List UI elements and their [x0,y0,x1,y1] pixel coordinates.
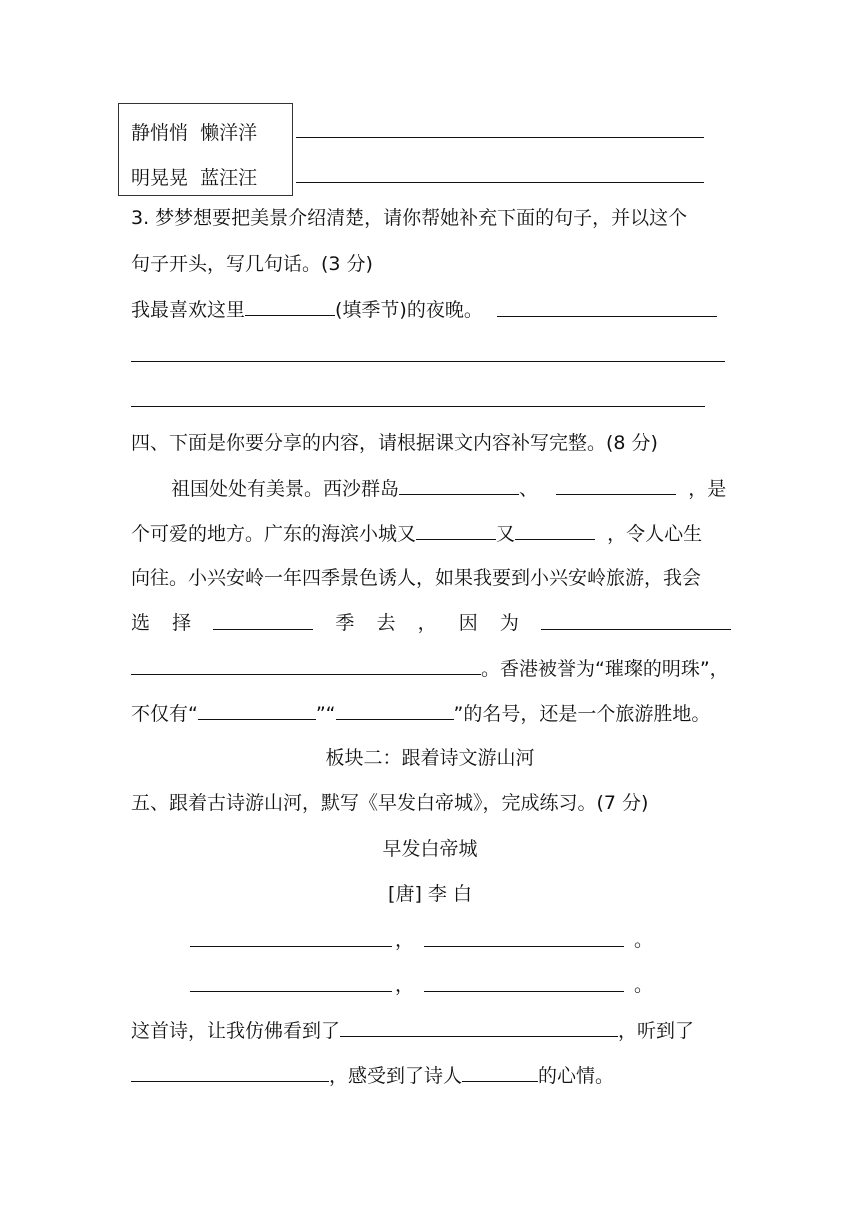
q4-line-3: 向往。小兴安岭一年四季景色诱人，如果我要到小兴安岭旅游，我会 [131,567,702,589]
hongkong-name-blank-2[interactable] [336,701,454,720]
q4-line-6 [131,701,710,726]
poem-period-2: 。 [634,974,654,996]
q4-line-5 [131,656,729,681]
q4-line-2-you: 又 [496,523,516,545]
char-xuan: 选 [131,612,151,634]
reason-blank-2[interactable] [131,656,481,675]
q4-line-1-sep: 、 [519,478,539,500]
word-pair-row-1 [131,121,257,145]
coastal-town-blank-1[interactable] [416,521,496,540]
word-minghuanghuang: 明晃晃 [131,167,189,189]
char-comma: ， [417,612,437,634]
word-jingqiaoqiao: 静悄悄 [131,122,189,144]
word-pair-row-2 [131,166,257,190]
q3-prompt-start: 我最喜欢这里 [131,299,246,321]
q4-title: 四、下面是你要分享的内容，请根据课文内容补写完整。(8 分) [131,432,658,454]
xisha-blank-2[interactable] [556,476,676,495]
q3-answer-line-1[interactable] [497,316,717,317]
mood-blank[interactable] [462,1063,538,1082]
q5-fill-1-start: 这首诗，让我仿佛看到了 [131,1020,341,1042]
poem-line-4-blank[interactable] [424,991,624,992]
reason-blank-1[interactable] [541,611,731,630]
q3-text-line-2: 句子开头，写几句话。(3 分) [131,253,373,275]
q3-text-line-1: 3. 梦梦想要把美景介绍清楚，请你帮她补充下面的句子，并以这个 [131,207,688,229]
saw-blank[interactable] [340,1018,618,1037]
char-yin: 因 [458,612,478,634]
char-qu: 去 [376,612,396,634]
poem-author: [唐] 李 白 [388,883,472,905]
q4-line-1-text: 祖国处处有美景。西沙群岛 [171,478,400,500]
poem-comma-1: ， [395,929,415,951]
char-wei: 为 [499,612,519,634]
q4-line-2 [131,521,702,546]
season-choice-blank[interactable] [213,611,313,630]
q3-answer-line-3[interactable] [131,406,705,407]
coastal-town-blank-2[interactable] [515,521,595,540]
q5-fill-line-2 [131,1063,614,1088]
heard-blank[interactable] [131,1063,329,1082]
hongkong-name-blank-1[interactable] [198,701,316,720]
word-lanwangwang: 蓝汪汪 [200,167,258,189]
q4-line-4 [131,611,731,635]
q5-fill-line-1 [131,1018,694,1043]
q4-line-6-end: ”的名号，还是一个旅游胜地。 [453,703,711,725]
q5-fill-2-end: 的心情。 [538,1065,615,1087]
char-ze: 择 [172,612,192,634]
q4-line-6-start: 不仅有“ [131,703,198,725]
q5-title: 五、跟着古诗游山河，默写《早发白帝城》，完成练习。(7 分) [131,792,649,814]
q4-line-1-end: ，是 [688,478,727,500]
poem-line-1-blank[interactable] [190,946,392,947]
q5-fill-2-start: ，感受到了诗人 [329,1065,463,1087]
q3-answer-line-2[interactable] [131,361,725,362]
poem-comma-2: ， [395,974,415,996]
word-lanyangyang: 懒洋洋 [200,122,258,144]
poem-period-1: 。 [634,929,654,951]
q4-line-2-end: ，令人心生 [607,523,703,545]
xisha-blank-1[interactable] [399,476,519,495]
poem-title: 早发白帝城 [382,838,478,860]
q4-line-2-text: 个可爱的地方。广东的海滨小城又 [131,523,417,545]
q3-prompt-end: (填季节)的夜晚。 [335,299,483,321]
poem-line-2-blank[interactable] [424,946,624,947]
answer-line-row-1[interactable] [296,137,704,138]
poem-line-3-blank[interactable] [190,991,392,992]
section-2-title: 板块二：跟着诗文游山河 [325,747,535,769]
q4-line-1 [171,476,726,501]
season-blank[interactable] [245,297,335,316]
answer-line-row-2[interactable] [296,182,704,183]
q4-line-5-text: 。香港被誉为“璀璨的明珠”， [481,658,729,680]
q3-prompt [131,297,483,322]
q4-line-6-mid: ”“ [315,703,336,725]
char-ji: 季 [335,612,355,634]
q5-fill-1-end: ，听到了 [618,1020,695,1042]
